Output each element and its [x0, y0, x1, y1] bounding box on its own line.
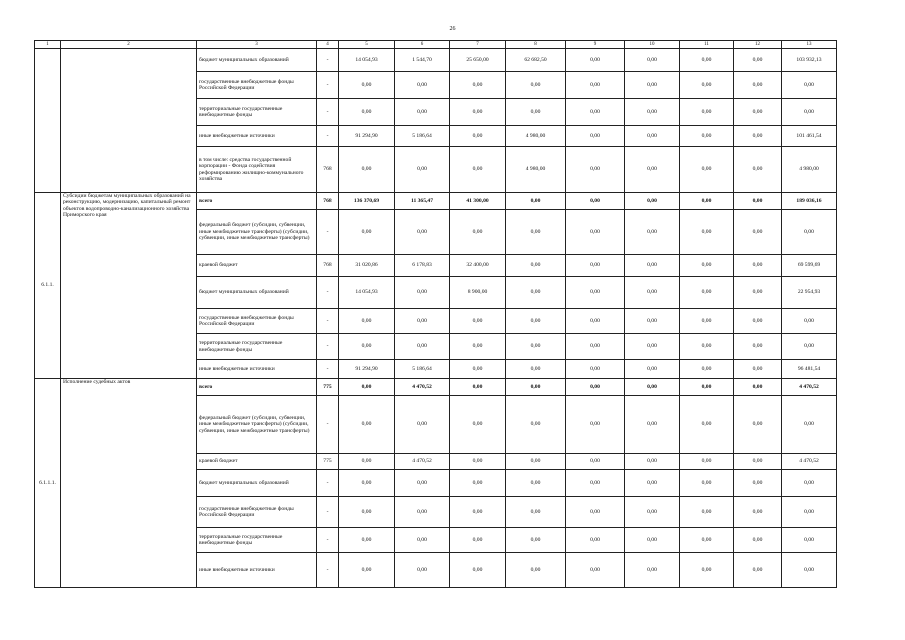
- budget-code: -: [317, 210, 339, 255]
- value-cell: 0,00: [506, 309, 566, 334]
- value-cell: 0,00: [450, 99, 506, 126]
- value-cell: 14 054,93: [339, 49, 395, 72]
- value-cell: 0,00: [450, 126, 506, 147]
- funding-source: иные внебюджетные источники: [197, 360, 317, 379]
- value-cell: 0,00: [566, 210, 625, 255]
- budget-code: -: [317, 553, 339, 588]
- value-cell: 0,00: [625, 126, 680, 147]
- value-cell: 0,00: [566, 553, 625, 588]
- value-cell: 0,00: [734, 497, 782, 528]
- value-cell: 0,00: [734, 334, 782, 360]
- value-cell: 0,00: [625, 72, 680, 99]
- value-cell: 0,00: [339, 528, 395, 553]
- value-cell: 0,00: [625, 334, 680, 360]
- value-cell: 0,00: [734, 360, 782, 379]
- value-cell: 0,00: [450, 72, 506, 99]
- funding-source: территориальные государственные внебюджетные фонды: [197, 334, 317, 360]
- value-cell: 25 650,00: [450, 49, 506, 72]
- value-cell: 0,00: [506, 99, 566, 126]
- budget-code: -: [317, 126, 339, 147]
- funding-source: в том числе: средства государственной корпорации - Фонда содействия реформированию жилищно-коммунального хозяйства: [197, 147, 317, 193]
- value-cell: 0,00: [625, 255, 680, 277]
- row-name: [61, 49, 197, 193]
- value-cell: 0,00: [566, 334, 625, 360]
- value-cell: 0,00: [680, 99, 734, 126]
- value-cell: 0,00: [734, 193, 782, 210]
- value-cell: 0,00: [782, 470, 837, 497]
- column-number-9: 9: [566, 41, 625, 49]
- value-cell: 0,00: [782, 309, 837, 334]
- value-cell: 0,00: [450, 334, 506, 360]
- budget-code: -: [317, 277, 339, 309]
- column-number-1: 1: [35, 41, 61, 49]
- value-cell: 0,00: [450, 360, 506, 379]
- value-cell: 0,00: [395, 396, 450, 454]
- value-cell: 0,00: [566, 193, 625, 210]
- value-cell: 32 400,00: [450, 255, 506, 277]
- value-cell: 0,00: [566, 277, 625, 309]
- budget-code: -: [317, 309, 339, 334]
- value-cell: 0,00: [680, 255, 734, 277]
- value-cell: 0,00: [395, 553, 450, 588]
- value-cell: 0,00: [506, 334, 566, 360]
- value-cell: 0,00: [734, 454, 782, 470]
- budget-code: -: [317, 396, 339, 454]
- column-number-2: 2: [61, 41, 197, 49]
- value-cell: 0,00: [680, 193, 734, 210]
- value-cell: 0,00: [680, 277, 734, 309]
- funding-source: бюджет муниципальных образований: [197, 277, 317, 309]
- value-cell: 0,00: [566, 396, 625, 454]
- value-cell: 0,00: [734, 210, 782, 255]
- column-number-8: 8: [506, 41, 566, 49]
- value-cell: 0,00: [680, 49, 734, 72]
- value-cell: 0,00: [339, 470, 395, 497]
- value-cell: 0,00: [506, 210, 566, 255]
- budget-code: -: [317, 49, 339, 72]
- row-code: 6.1.1.: [35, 193, 61, 379]
- value-cell: 14 054,93: [339, 277, 395, 309]
- value-cell: 0,00: [450, 528, 506, 553]
- value-cell: 0,00: [506, 553, 566, 588]
- row-code: [35, 49, 61, 193]
- value-cell: 0,00: [395, 210, 450, 255]
- value-cell: 0,00: [625, 147, 680, 193]
- funding-source: всего: [197, 379, 317, 396]
- value-cell: 0,00: [680, 470, 734, 497]
- value-cell: 0,00: [339, 99, 395, 126]
- budget-code: -: [317, 497, 339, 528]
- value-cell: 0,00: [625, 309, 680, 334]
- budget-code: 775: [317, 379, 339, 396]
- value-cell: 0,00: [680, 553, 734, 588]
- value-cell: 0,00: [506, 255, 566, 277]
- value-cell: 0,00: [339, 147, 395, 193]
- value-cell: 0,00: [339, 72, 395, 99]
- value-cell: 0,00: [566, 126, 625, 147]
- value-cell: 0,00: [625, 553, 680, 588]
- value-cell: 0,00: [566, 360, 625, 379]
- value-cell: 4 980,00: [506, 126, 566, 147]
- row-name: Субсидии бюджетам муниципальных образований на реконструкцию, модернизацию, капитальный ремонт объектов водопроводно-канализационного хозяйства Приморского края: [61, 193, 197, 379]
- budget-code: -: [317, 72, 339, 99]
- value-cell: 0,00: [506, 72, 566, 99]
- budget-code: -: [317, 470, 339, 497]
- value-cell: 4 470,52: [395, 454, 450, 470]
- budget-code: -: [317, 528, 339, 553]
- value-cell: 0,00: [734, 470, 782, 497]
- value-cell: 0,00: [625, 277, 680, 309]
- value-cell: 96 481,54: [782, 360, 837, 379]
- funding-source: государственные внебюджетные фонды Российской Федерации: [197, 309, 317, 334]
- value-cell: 0,00: [339, 454, 395, 470]
- value-cell: 0,00: [680, 309, 734, 334]
- value-cell: 0,00: [782, 497, 837, 528]
- funding-source: краевой бюджет: [197, 255, 317, 277]
- value-cell: 0,00: [566, 497, 625, 528]
- value-cell: 0,00: [395, 72, 450, 99]
- value-cell: 0,00: [734, 255, 782, 277]
- value-cell: 0,00: [450, 553, 506, 588]
- value-cell: 0,00: [680, 497, 734, 528]
- value-cell: 0,00: [782, 72, 837, 99]
- value-cell: 0,00: [566, 379, 625, 396]
- column-number-11: 11: [680, 41, 734, 49]
- value-cell: 62 682,50: [506, 49, 566, 72]
- value-cell: 0,00: [625, 210, 680, 255]
- value-cell: 0,00: [339, 334, 395, 360]
- value-cell: 0,00: [734, 49, 782, 72]
- page-number: 26: [449, 26, 456, 32]
- value-cell: 5 186,64: [395, 126, 450, 147]
- value-cell: 0,00: [680, 210, 734, 255]
- funding-source: всего: [197, 193, 317, 210]
- value-cell: 0,00: [680, 360, 734, 379]
- value-cell: 0,00: [339, 497, 395, 528]
- table-row: [35, 379, 837, 396]
- column-number-3: 3: [197, 41, 317, 49]
- table-row: [35, 193, 837, 210]
- funding-source: бюджет муниципальных образований: [197, 470, 317, 497]
- value-cell: 0,00: [566, 454, 625, 470]
- value-cell: 4 470,52: [782, 454, 837, 470]
- value-cell: 0,00: [680, 396, 734, 454]
- value-cell: 0,00: [450, 210, 506, 255]
- funding-source: федеральный бюджет (субсидии, субвенции, иные межбюджетные трансферты) (субсидии, субвенции, иные межбюджетные трансферты): [197, 210, 317, 255]
- value-cell: 4 980,00: [782, 147, 837, 193]
- value-cell: 11 365,47: [395, 193, 450, 210]
- value-cell: 0,00: [566, 470, 625, 497]
- value-cell: 136 370,69: [339, 193, 395, 210]
- value-cell: 4 470,52: [395, 379, 450, 396]
- value-cell: 0,00: [734, 309, 782, 334]
- value-cell: 0,00: [625, 396, 680, 454]
- value-cell: 0,00: [395, 99, 450, 126]
- value-cell: 0,00: [395, 277, 450, 309]
- row-name: Исполнение судебных актов: [61, 379, 197, 588]
- value-cell: 0,00: [680, 126, 734, 147]
- value-cell: 0,00: [506, 454, 566, 470]
- value-cell: 0,00: [625, 99, 680, 126]
- value-cell: 4 980,00: [506, 147, 566, 193]
- value-cell: 0,00: [782, 210, 837, 255]
- budget-code: 768: [317, 193, 339, 210]
- value-cell: 0,00: [734, 72, 782, 99]
- value-cell: 0,00: [395, 309, 450, 334]
- value-cell: 0,00: [506, 277, 566, 309]
- value-cell: 31 020,86: [339, 255, 395, 277]
- value-cell: 0,00: [450, 147, 506, 193]
- value-cell: 0,00: [734, 379, 782, 396]
- value-cell: 0,00: [680, 379, 734, 396]
- value-cell: 0,00: [506, 470, 566, 497]
- header-row: [35, 41, 837, 49]
- column-number-4: 4: [317, 41, 339, 49]
- funding-source: государственные внебюджетные фонды Российской Федерации: [197, 72, 317, 99]
- value-cell: 0,00: [395, 470, 450, 497]
- column-number-5: 5: [339, 41, 395, 49]
- funding-source: краевой бюджет: [197, 454, 317, 470]
- funding-source: государственные внебюджетные фонды Российской Федерации: [197, 497, 317, 528]
- value-cell: 0,00: [566, 72, 625, 99]
- value-cell: 0,00: [566, 255, 625, 277]
- funding-source: иные внебюджетные источники: [197, 126, 317, 147]
- value-cell: 0,00: [395, 528, 450, 553]
- value-cell: 0,00: [339, 379, 395, 396]
- value-cell: 0,00: [782, 553, 837, 588]
- value-cell: 0,00: [339, 309, 395, 334]
- value-cell: 0,00: [734, 126, 782, 147]
- value-cell: 5 186,64: [395, 360, 450, 379]
- value-cell: 0,00: [450, 396, 506, 454]
- value-cell: 0,00: [782, 99, 837, 126]
- value-cell: 0,00: [625, 497, 680, 528]
- value-cell: 0,00: [450, 379, 506, 396]
- value-cell: 0,00: [625, 454, 680, 470]
- value-cell: 0,00: [625, 470, 680, 497]
- value-cell: 91 294,90: [339, 126, 395, 147]
- value-cell: 91 294,90: [339, 360, 395, 379]
- value-cell: 0,00: [680, 72, 734, 99]
- table-row: [35, 49, 837, 72]
- budget-table: [34, 40, 837, 588]
- budget-code: -: [317, 360, 339, 379]
- column-number-7: 7: [450, 41, 506, 49]
- value-cell: 0,00: [506, 396, 566, 454]
- budget-code: 768: [317, 147, 339, 193]
- funding-source: территориальные государственные внебюджетные фонды: [197, 99, 317, 126]
- value-cell: 4 470,52: [782, 379, 837, 396]
- value-cell: 0,00: [339, 396, 395, 454]
- value-cell: 0,00: [782, 396, 837, 454]
- budget-code: -: [317, 99, 339, 126]
- value-cell: 0,00: [566, 309, 625, 334]
- value-cell: 0,00: [734, 277, 782, 309]
- value-cell: 0,00: [625, 360, 680, 379]
- value-cell: 0,00: [680, 334, 734, 360]
- value-cell: 0,00: [450, 497, 506, 528]
- column-number-6: 6: [395, 41, 450, 49]
- value-cell: 0,00: [395, 147, 450, 193]
- value-cell: 69 599,69: [782, 255, 837, 277]
- value-cell: 22 954,93: [782, 277, 837, 309]
- funding-source: бюджет муниципальных образований: [197, 49, 317, 72]
- value-cell: 0,00: [566, 49, 625, 72]
- budget-code: 775: [317, 454, 339, 470]
- value-cell: 0,00: [734, 396, 782, 454]
- value-cell: 0,00: [566, 147, 625, 193]
- value-cell: 0,00: [506, 193, 566, 210]
- value-cell: 6 178,83: [395, 255, 450, 277]
- value-cell: 0,00: [734, 147, 782, 193]
- value-cell: 0,00: [680, 454, 734, 470]
- funding-source: федеральный бюджет (субсидии, субвенции, иные межбюджетные трансферты) (субсидии, субвенции, иные межбюджетные трансферты): [197, 396, 317, 454]
- value-cell: 0,00: [506, 528, 566, 553]
- value-cell: 0,00: [450, 454, 506, 470]
- column-number-10: 10: [625, 41, 680, 49]
- value-cell: 8 900,00: [450, 277, 506, 309]
- value-cell: 0,00: [734, 99, 782, 126]
- value-cell: 189 036,16: [782, 193, 837, 210]
- funding-source: территориальные государственные внебюджетные фонды: [197, 528, 317, 553]
- column-number-13: 13: [782, 41, 837, 49]
- column-number-12: 12: [734, 41, 782, 49]
- value-cell: 0,00: [625, 193, 680, 210]
- value-cell: 0,00: [395, 497, 450, 528]
- value-cell: 0,00: [680, 528, 734, 553]
- value-cell: 103 932,13: [782, 49, 837, 72]
- value-cell: 0,00: [450, 309, 506, 334]
- value-cell: 41 300,00: [450, 193, 506, 210]
- value-cell: 0,00: [734, 553, 782, 588]
- value-cell: 0,00: [450, 470, 506, 497]
- value-cell: 0,00: [395, 334, 450, 360]
- value-cell: 0,00: [339, 553, 395, 588]
- value-cell: 0,00: [566, 99, 625, 126]
- budget-code: 768: [317, 255, 339, 277]
- value-cell: 0,00: [734, 528, 782, 553]
- value-cell: 0,00: [339, 210, 395, 255]
- value-cell: 0,00: [506, 379, 566, 396]
- value-cell: 0,00: [782, 334, 837, 360]
- row-code: 6.1.1.1.: [35, 379, 61, 588]
- value-cell: 0,00: [782, 528, 837, 553]
- value-cell: 0,00: [625, 528, 680, 553]
- value-cell: 0,00: [506, 360, 566, 379]
- funding-source: иные внебюджетные источники: [197, 553, 317, 588]
- value-cell: 0,00: [625, 49, 680, 72]
- budget-code: -: [317, 334, 339, 360]
- value-cell: 0,00: [680, 147, 734, 193]
- value-cell: 0,00: [625, 379, 680, 396]
- value-cell: 101 461,54: [782, 126, 837, 147]
- value-cell: 1 544,70: [395, 49, 450, 72]
- value-cell: 0,00: [566, 528, 625, 553]
- value-cell: 0,00: [506, 497, 566, 528]
